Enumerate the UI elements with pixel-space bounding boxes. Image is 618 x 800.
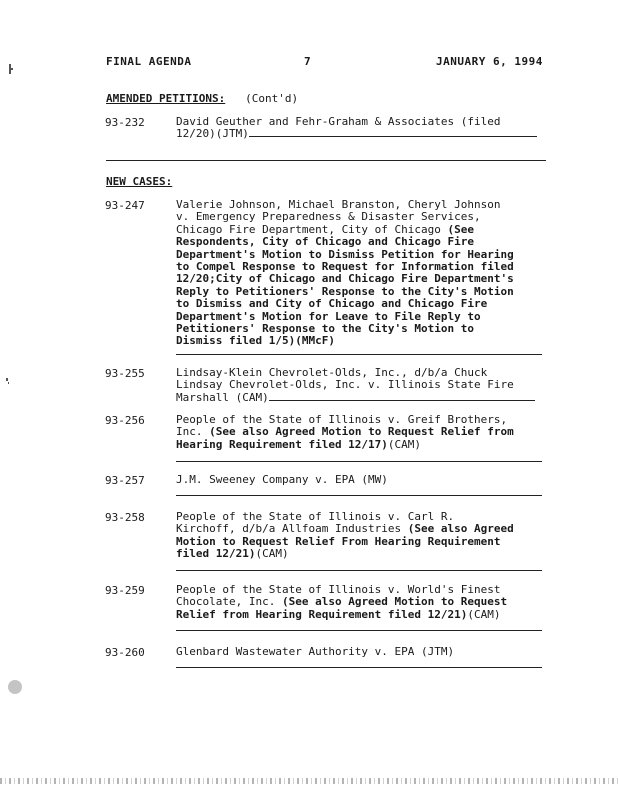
case-description: Lindsay-Klein Chevrolet-Olds, Inc., d/b/a Chuck Lindsay Chevrolet-Olds, Inc. v. Illinois State Fire Marshall (CAM) (176, 367, 544, 404)
case-number: 93-232 (105, 116, 145, 129)
section-divider (106, 160, 546, 161)
scan-noise-strip (0, 778, 618, 784)
case-number: 93-257 (105, 474, 145, 487)
case-number: 93-256 (105, 414, 145, 427)
scan-speck (8, 382, 9, 384)
case-number: 93-255 (105, 367, 145, 380)
scan-speck (11, 68, 13, 70)
case-number: 93-259 (105, 584, 145, 597)
case-description: Valerie Johnson, Michael Branston, Cheryl Johnson v. Emergency Preparedness & Disaster Services, Chicago Fire Department, City of Chicago (See Respondents, City of Chicago and Chicago Fire Department's Motion to Dismiss Petition for Hearing to Compel Response to Request for Information filed 12/20;City of Chicago and Chicago Fire Department's Reply to Petitioners' Response to the City's Motion to Dismiss and City of Chicago and Chicago Fire Department's Motion for Leave to File Reply to Petitioners' Response to the City's Motion to Dismiss filed 1/5)(MMcF) (176, 198, 514, 348)
signature-line (176, 461, 542, 462)
signature-line (269, 400, 535, 401)
signature-line (176, 570, 542, 571)
case-description: Glenbard Wastewater Authority v. EPA (JTM) (176, 645, 455, 658)
scan-speck (8, 680, 22, 694)
signature-line (249, 136, 537, 137)
amended-petitions-heading: AMENDED PETITIONS: (Cont'd) (106, 92, 299, 105)
new-cases-heading: NEW CASES: (106, 175, 173, 188)
signature-line (176, 630, 542, 631)
case-number: 93-258 (105, 511, 145, 524)
case-description: People of the State of Illinois v. Carl R. Kirchoff, d/b/a Allfoam Industries (See also Agreed Motion to Request Relief From Hearing Requirement filed 12/21)(CAM) (176, 510, 514, 561)
case-number: 93-260 (105, 646, 145, 659)
agenda-date: JANUARY 6, 1994 (436, 55, 543, 68)
case-description: People of the State of Illinois v. Greif Brothers, Inc. (See also Agreed Motion to Request Relief from Hearing Requirement filed 12/17)(CAM) (176, 413, 514, 451)
case-description: David Geuther and Fehr-Graham & Associates (filed 12/20)(JTM) (176, 116, 544, 141)
signature-line (176, 354, 542, 355)
case-number: 93-247 (105, 199, 145, 212)
signature-line (176, 667, 542, 668)
agenda-title: FINAL AGENDA (106, 55, 192, 68)
case-description: People of the State of Illinois v. World's Finest Chocolate, Inc. (See also Agreed Motion to Request Relief from Hearing Requirement filed 12/21)(CAM) (176, 583, 508, 621)
scan-speck (6, 378, 8, 381)
signature-line (176, 495, 542, 496)
page-number: 7 (304, 55, 312, 68)
case-description: J.M. Sweeney Company v. EPA (MW) (176, 473, 388, 486)
